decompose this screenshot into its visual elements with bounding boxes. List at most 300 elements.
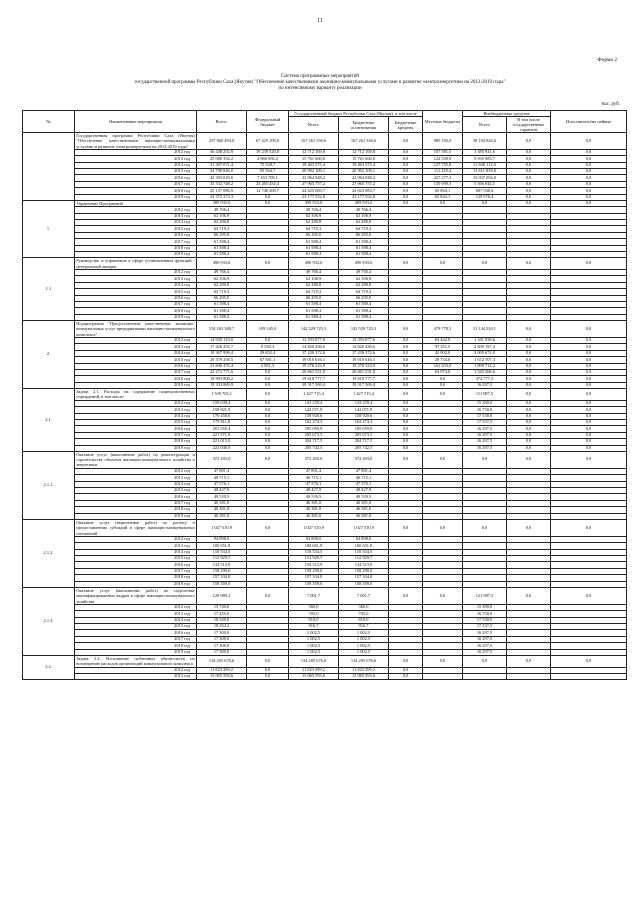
value-cell: 0,0 bbox=[507, 445, 551, 451]
header-local: Местные бюджеты bbox=[423, 111, 463, 133]
value-cell: 19 993 800,2 bbox=[197, 376, 247, 382]
value-cell: 0,0 bbox=[247, 445, 289, 451]
value-cell: 0,0 bbox=[551, 258, 627, 270]
value-cell: 16 297,5 bbox=[463, 649, 507, 655]
value-cell: 24 623 083,7 bbox=[289, 188, 339, 194]
value-cell: 0,0 bbox=[551, 519, 627, 536]
value-cell: 0,0 bbox=[389, 169, 423, 175]
value-cell: 1 341 939,6 bbox=[463, 338, 507, 344]
title-line-1: Система программных мероприятий bbox=[281, 74, 359, 79]
year-cell: 2019 год bbox=[75, 445, 197, 451]
value-cell: 0,0 bbox=[507, 451, 551, 468]
value-cell: 49 539,5 bbox=[289, 494, 339, 500]
value-cell: 0,0 bbox=[389, 382, 423, 388]
value-cell: 127 755,8 bbox=[423, 162, 463, 168]
value-cell: 0,0 bbox=[247, 655, 289, 667]
value-cell: 0,0 bbox=[389, 519, 423, 536]
value-cell: 0,0 bbox=[551, 370, 627, 376]
value-cell: 143 259,4 bbox=[339, 400, 389, 406]
value-cell: 0,0 bbox=[389, 344, 423, 350]
value-cell: 17 300,0 bbox=[197, 643, 247, 649]
value-cell: 61 588,4 bbox=[339, 239, 389, 245]
value-cell: 158 290,0 bbox=[197, 568, 247, 574]
value-cell: 49 766,4 bbox=[197, 207, 247, 213]
value-cell: 0,0 bbox=[389, 370, 423, 376]
value-cell: 0,0 bbox=[507, 419, 551, 425]
value-cell: 66 295,0 bbox=[339, 295, 389, 301]
value-cell: 62 280,8 bbox=[197, 220, 247, 226]
value-cell: 20 992 109,1 bbox=[339, 169, 389, 175]
value-cell: 1 027 510,9 bbox=[197, 519, 247, 536]
value-cell: 916,7 bbox=[289, 623, 339, 629]
value-cell bbox=[507, 673, 551, 679]
value-cell: 17 300,0 bbox=[197, 636, 247, 642]
value-cell: 0,0 bbox=[507, 587, 551, 604]
header-total: Всего: bbox=[197, 111, 247, 133]
year-cell: 2018 год bbox=[75, 575, 197, 581]
value-cell: 17 230 372,6 bbox=[289, 350, 339, 356]
value-cell: 0,0 bbox=[507, 181, 551, 187]
value-cell: 64 719,3 bbox=[289, 289, 339, 295]
value-cell: 0,0 bbox=[247, 201, 289, 207]
value-cell: 0,0 bbox=[507, 432, 551, 438]
value-cell: 158 359,0 bbox=[289, 581, 339, 587]
value-cell: 0,0 bbox=[551, 201, 627, 207]
value-cell: 0,0 bbox=[551, 389, 627, 401]
value-cell: 19 463 575,4 bbox=[289, 162, 339, 168]
value-cell: 0,0 bbox=[463, 655, 507, 667]
value-cell: 46 381,0 bbox=[289, 513, 339, 519]
year-cell: 2015 год bbox=[75, 226, 197, 232]
value-cell: 64 719,3 bbox=[197, 289, 247, 295]
value-cell: 28 734,0 bbox=[423, 357, 463, 363]
value-cell: 0,0 bbox=[507, 519, 551, 536]
row-number: 2.1.3. bbox=[23, 587, 75, 655]
value-cell: 42 902,0 bbox=[423, 350, 463, 356]
value-cell: 40 715,1 bbox=[197, 475, 247, 481]
value-cell: 47 576,1 bbox=[289, 481, 339, 487]
value-cell: 16 750,0 bbox=[463, 611, 507, 617]
table-body bbox=[23, 133, 627, 680]
value-cell: 143 259,4 bbox=[289, 400, 339, 406]
value-cell: 94 898,0 bbox=[289, 536, 339, 542]
year-cell: 2014 год bbox=[75, 162, 197, 168]
value-cell: 16 750,0 bbox=[463, 407, 507, 413]
value-cell: 61 588,4 bbox=[289, 252, 339, 258]
value-cell: 0,0 bbox=[247, 389, 289, 401]
value-cell: 18 340,0 bbox=[197, 617, 247, 623]
value-cell: 0,0 bbox=[507, 156, 551, 162]
value-cell: 0,0 bbox=[507, 363, 551, 369]
value-cell: 15 740,0 bbox=[197, 604, 247, 610]
row-number: 2.2. bbox=[23, 655, 75, 679]
value-cell: 35 532 748,2 bbox=[197, 181, 247, 187]
value-cell: 11 640 112,0 bbox=[463, 162, 507, 168]
year-cell: 2018 год bbox=[75, 245, 197, 251]
value-cell: 107 581,5 bbox=[423, 149, 463, 155]
year-cell: 2014 год bbox=[75, 617, 197, 623]
value-cell: 372 203,0 bbox=[197, 451, 247, 468]
value-cell: 0,0 bbox=[551, 338, 627, 344]
value-cell: 158 290,0 bbox=[289, 568, 339, 574]
year-cell: 2019 год bbox=[75, 581, 197, 587]
year-cell: 2014 год bbox=[75, 413, 197, 419]
year-cell: 2017 год bbox=[75, 181, 197, 187]
year-cell: 2016 год bbox=[75, 426, 197, 432]
value-cell: 31 307 071,4 bbox=[197, 162, 247, 168]
value-cell: 490 933,6 bbox=[289, 258, 339, 270]
table-row-header bbox=[23, 258, 627, 270]
value-cell: 916,7 bbox=[339, 623, 389, 629]
value-cell: 36 448 292,9 bbox=[197, 149, 247, 155]
value-cell: 0,0 bbox=[551, 363, 627, 369]
measure-name: Оказание услуг (выполнение работ) по расчету и предоставлению субсидий в сфере жилищно-коммунальных отношений bbox=[76, 519, 195, 536]
measure-name: Оказание услуг (выполнение работ) по реконструкции и строительству объектов жилищно-коммунального хозяйства и энергетики bbox=[76, 451, 195, 468]
value-cell: 201 355,4 bbox=[197, 426, 247, 432]
value-cell: 25 088 354,2 bbox=[197, 156, 247, 162]
value-cell: 134 205 676,6 bbox=[197, 655, 247, 667]
row-number: 2.1.1. bbox=[23, 451, 75, 519]
value-cell: 61 588,4 bbox=[197, 314, 247, 320]
value-cell: 100 651,8 bbox=[339, 543, 389, 549]
year-cell: 2014 год bbox=[75, 549, 197, 555]
year-cell: 2013 год bbox=[75, 276, 197, 282]
year-cell: 2019 год bbox=[75, 194, 197, 200]
value-cell: 176 450,6 bbox=[197, 413, 247, 419]
value-cell: 19 010 616,1 bbox=[289, 357, 339, 363]
value-cell: 162 274,3 bbox=[339, 419, 389, 425]
year-cell: 2012 год bbox=[75, 604, 197, 610]
measure-name: Задача 2.2. Исполнение публичных обязательств по возмещению расходов организаций коммунального комплекса bbox=[76, 655, 195, 667]
value-cell: 110 534,5 bbox=[289, 549, 339, 555]
value-cell: 61 588,4 bbox=[197, 301, 247, 307]
value-cell: 112 929,7 bbox=[197, 555, 247, 561]
value-cell: 0,0 bbox=[551, 357, 627, 363]
form-label: Форма 2 bbox=[597, 57, 617, 63]
value-cell: 1 427 715,4 bbox=[289, 389, 339, 401]
value-cell: 0,0 bbox=[247, 587, 289, 604]
value-cell: 0,0 bbox=[551, 655, 627, 667]
year-cell: 2015 год bbox=[75, 487, 197, 493]
value-cell: 0,0 bbox=[551, 133, 627, 150]
value-cell: 0,0 bbox=[507, 376, 551, 382]
value-cell: 0,0 bbox=[551, 451, 627, 468]
value-cell: 21 840 476,4 bbox=[197, 363, 247, 369]
value-cell: 14 820 436,6 bbox=[339, 344, 389, 350]
value-cell: 810,0 bbox=[289, 617, 339, 623]
year-cell: 2015 год bbox=[75, 555, 197, 561]
value-cell: 48 427,9 bbox=[339, 487, 389, 493]
value-cell: 47 801,4 bbox=[339, 468, 389, 474]
value-cell: 46 381,0 bbox=[289, 507, 339, 513]
measure-name: Подпрограмма "Предоставление качественных жилищно-коммунальных услуг предприятиями жилищно-коммунального комплекса" bbox=[76, 321, 195, 337]
year-cell: 2016 год bbox=[75, 295, 197, 301]
value-cell: 167 261 356,6 bbox=[339, 133, 389, 150]
year-cell: 2012 год bbox=[75, 400, 197, 406]
value-cell: 0,0 bbox=[389, 426, 423, 432]
row-number: 1.1 bbox=[23, 258, 75, 321]
value-cell: 22 964 948,2 bbox=[339, 175, 389, 181]
value-cell: 47 801,4 bbox=[197, 468, 247, 474]
header-offbudget-incl: В том числе государственные гарантии bbox=[507, 117, 551, 133]
value-cell: 13 037 094,0 bbox=[463, 175, 507, 181]
value-cell: 134 205 676,6 bbox=[289, 655, 339, 667]
value-cell: 0,0 bbox=[463, 201, 507, 207]
value-cell: 94 898,0 bbox=[197, 536, 247, 542]
value-cell: 61 588,4 bbox=[339, 252, 389, 258]
year-cell: 2013 год bbox=[75, 213, 197, 219]
value-cell: 0,0 bbox=[247, 338, 289, 344]
value-cell: 62 106,9 bbox=[339, 276, 389, 282]
value-cell: 40 715,1 bbox=[289, 475, 339, 481]
value-cell: 62 106,9 bbox=[197, 276, 247, 282]
value-cell: 13 065 593,6 bbox=[289, 673, 339, 679]
value-cell: 0,0 bbox=[389, 133, 423, 150]
value-cell: 0,0 bbox=[551, 426, 627, 432]
document-title bbox=[70, 74, 570, 93]
value-cell: 0,0 bbox=[389, 363, 423, 369]
value-cell: 61 588,4 bbox=[289, 314, 339, 320]
value-cell: 0,0 bbox=[551, 321, 627, 338]
year-cell: 2018 год bbox=[75, 376, 197, 382]
value-cell: 16 297,5 bbox=[463, 636, 507, 642]
value-cell: 16 297,5 bbox=[463, 432, 507, 438]
year-cell: 2016 год bbox=[75, 494, 197, 500]
value-cell: 2 499 197,4 bbox=[463, 344, 507, 350]
value-cell: 7 163 709,1 bbox=[247, 175, 289, 181]
value-cell: 64 719,3 bbox=[197, 226, 247, 232]
value-cell: 16 297,5 bbox=[463, 445, 507, 451]
header-budget-credits: Бюджетные кредиты bbox=[389, 117, 423, 133]
value-cell: 2 851,3 bbox=[247, 363, 289, 369]
row-number: 1. bbox=[23, 201, 75, 258]
value-cell: 49 766,4 bbox=[339, 207, 389, 213]
value-cell: 49 539,5 bbox=[197, 494, 247, 500]
year-cell: 2014 год bbox=[75, 220, 197, 226]
value-cell: 9 935 983,7 bbox=[463, 156, 507, 162]
value-cell: 67 381,1 bbox=[247, 357, 289, 363]
value-cell: 7 001,7 bbox=[289, 587, 339, 604]
value-cell: 121 987,5 bbox=[463, 587, 507, 604]
year-cell: 2012 год bbox=[75, 536, 197, 542]
value-cell: 0,0 bbox=[423, 376, 463, 382]
value-cell: 17 300,0 bbox=[197, 630, 247, 636]
value-cell: 0,0 bbox=[551, 194, 627, 200]
year-cell: 2013 год bbox=[75, 344, 197, 350]
value-cell: 22 271 771,6 bbox=[197, 370, 247, 376]
value-cell: 7 001,7 bbox=[339, 587, 389, 604]
table-row-header bbox=[23, 451, 627, 468]
value-cell: 62 106,9 bbox=[339, 213, 389, 219]
table-row-header bbox=[23, 133, 627, 150]
value-cell: 18 254,2 bbox=[197, 623, 247, 629]
value-cell: 158 290,0 bbox=[339, 568, 389, 574]
year-cell: 2012 год bbox=[75, 338, 197, 344]
value-cell: 0,0 bbox=[389, 655, 423, 667]
value-cell: 0,0 bbox=[551, 400, 627, 406]
value-cell bbox=[463, 673, 507, 679]
value-cell: 75 528,7 bbox=[247, 162, 289, 168]
value-cell: 158 359,0 bbox=[339, 581, 389, 587]
year-cell: 2013 год bbox=[75, 673, 197, 679]
header-state-budget: Государственный бюджет Республики Саха (Якутия), в том числе bbox=[289, 111, 423, 117]
program-table bbox=[22, 110, 627, 680]
value-cell: 16 297,5 bbox=[463, 426, 507, 432]
value-cell: 46 381,0 bbox=[289, 500, 339, 506]
value-cell: 17 426 455,7 bbox=[197, 344, 247, 350]
value-cell: 0,0 bbox=[389, 357, 423, 363]
title-line-2: государственной программы Республики Саха (Якутия) "Обеспечение качественными жилищно-коммунальными услугами и развитие электроэнергетики на 2012-2019 годы" bbox=[134, 80, 506, 86]
year-cell: 2015 год bbox=[75, 357, 197, 363]
value-cell: 46 381,0 bbox=[197, 500, 247, 506]
value-cell: 0,0 bbox=[551, 188, 627, 194]
value-cell: 499 933,6 bbox=[339, 201, 389, 207]
value-cell: 20 379 258,5 bbox=[197, 357, 247, 363]
value-cell: 93 564,7 bbox=[247, 169, 289, 175]
value-cell: 0,0 bbox=[247, 426, 289, 432]
value-cell: 205 673,5 bbox=[289, 432, 339, 438]
value-cell: 167 261 356,6 bbox=[289, 133, 339, 150]
value-cell: 0,0 bbox=[247, 376, 289, 382]
header-no: № bbox=[23, 111, 75, 133]
value-cell: 0,0 bbox=[423, 382, 463, 388]
value-cell: 0,0 bbox=[507, 400, 551, 406]
value-cell: 158 359,0 bbox=[197, 581, 247, 587]
value-cell: 129 976,4 bbox=[463, 194, 507, 200]
value-cell: 19 317 569,4 bbox=[289, 382, 339, 388]
value-cell: 0,0 bbox=[247, 194, 289, 200]
value-cell: 0,0 bbox=[551, 149, 627, 155]
value-cell bbox=[423, 673, 463, 679]
value-cell: 110 534,5 bbox=[197, 549, 247, 555]
value-cell: 157 334,0 bbox=[289, 575, 339, 581]
year-cell: 2019 год bbox=[75, 314, 197, 320]
value-cell: 0,0 bbox=[389, 400, 423, 406]
value-cell: 1 002,5 bbox=[339, 643, 389, 649]
value-cell: 9 530,3 bbox=[247, 344, 289, 350]
value-cell: 1 672 707,3 bbox=[463, 357, 507, 363]
row-number: 2. bbox=[23, 321, 75, 389]
value-cell: 66 295,0 bbox=[197, 232, 247, 238]
value-cell: 0,0 bbox=[389, 162, 423, 168]
value-cell: 111 987,5 bbox=[463, 389, 507, 401]
value-cell: 16 297,5 bbox=[463, 643, 507, 649]
value-cell: 142 071,9 bbox=[339, 407, 389, 413]
year-cell: 2014 год bbox=[75, 350, 197, 356]
value-cell: 0,0 bbox=[507, 344, 551, 350]
value-cell: 0,0 bbox=[551, 175, 627, 181]
value-cell: 65 864,1 bbox=[423, 188, 463, 194]
value-cell: 62 106,9 bbox=[197, 213, 247, 219]
value-cell: 100 651,8 bbox=[197, 543, 247, 549]
year-cell: 2017 год bbox=[75, 636, 197, 642]
value-cell: 158 920,6 bbox=[289, 413, 339, 419]
value-cell: 0,0 bbox=[247, 673, 289, 679]
value-cell: 112 929,7 bbox=[289, 555, 339, 561]
value-cell: 61 588,4 bbox=[289, 245, 339, 251]
value-cell: 0,0 bbox=[247, 519, 289, 536]
value-cell: 1 027 510,9 bbox=[339, 519, 389, 536]
value-cell: 0,0 bbox=[551, 587, 627, 604]
value-cell: 0,0 bbox=[423, 587, 463, 604]
year-cell: 2012 год bbox=[75, 270, 197, 276]
value-cell: 0,0 bbox=[551, 413, 627, 419]
year-cell: 2016 год bbox=[75, 562, 197, 568]
value-cell: 61 588,4 bbox=[197, 252, 247, 258]
year-cell: 2012 год bbox=[75, 207, 197, 213]
value-cell: 705,0 bbox=[339, 611, 389, 617]
value-cell: 25 137 086,9 bbox=[197, 188, 247, 194]
year-cell: 2017 год bbox=[75, 370, 197, 376]
value-cell: 11 823 399,2 bbox=[339, 667, 389, 673]
value-cell: 17 530,0 bbox=[463, 413, 507, 419]
value-cell: 158 639,4 bbox=[197, 400, 247, 406]
value-cell: 17 530,0 bbox=[463, 617, 507, 623]
value-cell: 0,0 bbox=[551, 445, 627, 451]
value-cell: 687 938,4 bbox=[463, 188, 507, 194]
measure-name: Оказание услуг (выполнение работ) по подготовке квалифицированных кадров в сфере жилищно-коммунального хозяйства bbox=[76, 587, 195, 604]
value-cell: 1 545 266,6 bbox=[463, 370, 507, 376]
year-cell: 2016 год bbox=[75, 232, 197, 238]
table-row-header bbox=[23, 655, 627, 667]
year-cell: 2012 год bbox=[75, 667, 197, 673]
value-cell: 66 295,0 bbox=[289, 295, 339, 301]
measure-name: Руководство и управление в сфере установленных функций - центральный аппарат bbox=[76, 258, 195, 269]
value-cell: 13 611 839,8 bbox=[463, 169, 507, 175]
table-row-header bbox=[23, 587, 627, 604]
value-cell: 17 337,5 bbox=[463, 623, 507, 629]
value-cell: 0,0 bbox=[389, 413, 423, 419]
value-cell: 61 588,4 bbox=[339, 308, 389, 314]
value-cell: 221 971,0 bbox=[197, 432, 247, 438]
header-offbudget-total: Всего bbox=[463, 117, 507, 133]
value-cell: 0,0 bbox=[507, 175, 551, 181]
table-row bbox=[23, 673, 627, 679]
value-cell: 142 529 725,3 bbox=[289, 321, 339, 338]
value-cell: 222 040,0 bbox=[197, 445, 247, 451]
value-cell: 84 442,8 bbox=[423, 338, 463, 344]
header-offbudget: Внебюджетные средства bbox=[463, 111, 551, 117]
row-number: 2.1.2. bbox=[23, 519, 75, 587]
value-cell: 17 337,5 bbox=[463, 419, 507, 425]
value-cell: 61 588,4 bbox=[197, 239, 247, 245]
value-cell: 985 183,0 bbox=[423, 133, 463, 150]
header-name: Наименование мероприятия bbox=[75, 111, 197, 133]
value-cell: 61 588,4 bbox=[197, 308, 247, 314]
year-cell: 2015 год bbox=[75, 419, 197, 425]
value-cell: 0,0 bbox=[389, 201, 423, 207]
value-cell: 19 307 999,4 bbox=[197, 350, 247, 356]
year-cell: 2019 год bbox=[75, 649, 197, 655]
value-cell: 29 652,4 bbox=[247, 350, 289, 356]
value-cell: 0,0 bbox=[247, 667, 289, 673]
value-cell: 0,0 bbox=[247, 258, 289, 270]
value-cell: 19 317 569,4 bbox=[339, 382, 389, 388]
value-cell: 0,0 bbox=[389, 389, 423, 401]
value-cell: 179 611,8 bbox=[197, 419, 247, 425]
value-cell: 204 717,5 bbox=[339, 439, 389, 445]
value-cell: 0,0 bbox=[389, 419, 423, 425]
value-cell: 61 588,4 bbox=[289, 301, 339, 307]
year-cell: 2013 год bbox=[75, 611, 197, 617]
value-cell: 0,0 bbox=[247, 400, 289, 406]
value-cell: 479 778,3 bbox=[423, 321, 463, 338]
value-cell: 0,0 bbox=[389, 350, 423, 356]
year-cell: 2014 год bbox=[75, 282, 197, 288]
value-cell: 0,0 bbox=[389, 149, 423, 155]
value-cell: 0,0 bbox=[247, 370, 289, 376]
value-cell: 19 276 323,9 bbox=[289, 363, 339, 369]
